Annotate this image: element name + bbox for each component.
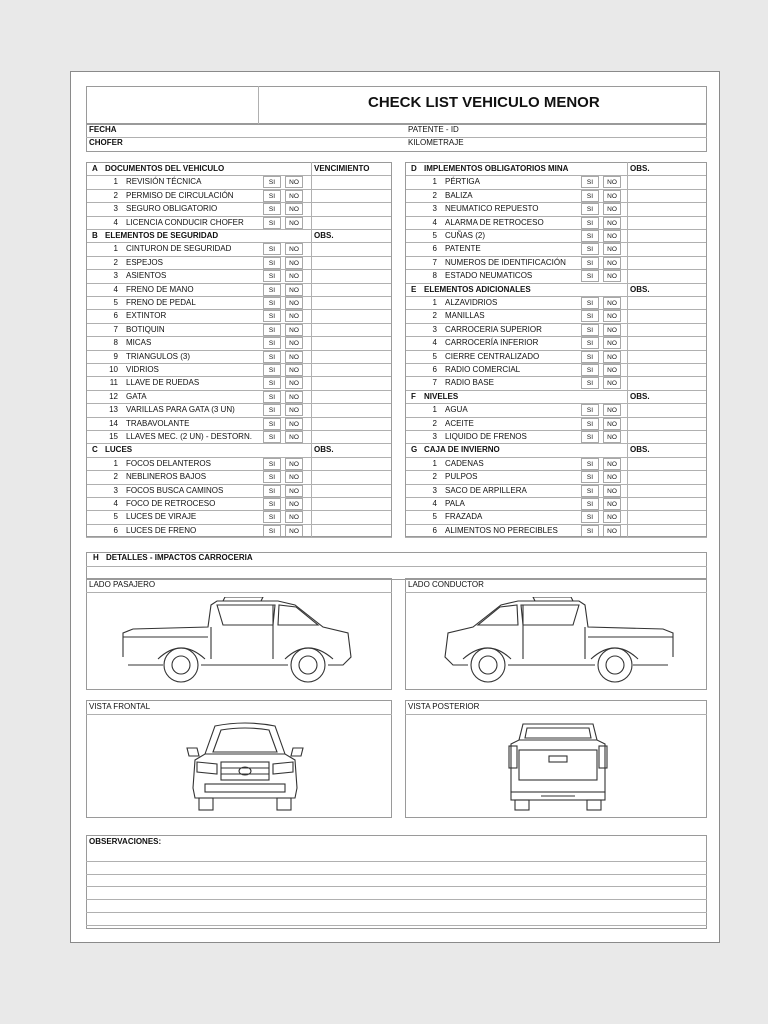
no-checkbox[interactable]: NO	[285, 190, 303, 202]
header-box	[86, 124, 707, 152]
no-checkbox[interactable]: NO	[285, 243, 303, 255]
item-number: 4	[432, 338, 437, 348]
section-f-letter: F	[411, 391, 416, 401]
lado-pasajero-divider	[86, 592, 392, 593]
fecha-label: FECHA	[89, 125, 117, 134]
vista-posterior-label: VISTA POSTERIOR	[408, 702, 480, 711]
si-checkbox[interactable]: SI	[581, 404, 599, 416]
section-f-title: NIVELES	[424, 391, 459, 401]
item-number: 4	[432, 499, 437, 508]
si-checkbox[interactable]: SI	[263, 511, 281, 523]
row-divider	[405, 537, 707, 538]
no-checkbox[interactable]: NO	[603, 351, 621, 363]
section-e-title: ELEMENTOS ADICIONALES	[424, 284, 531, 294]
item-number: 2	[432, 190, 437, 200]
item-label: FRENO DE MANO	[126, 284, 194, 294]
si-checkbox[interactable]: SI	[581, 324, 599, 336]
si-checkbox[interactable]: SI	[263, 203, 281, 215]
item-label: AGUA	[445, 405, 468, 415]
observaciones-line	[86, 886, 707, 887]
no-checkbox[interactable]: NO	[285, 404, 303, 416]
section-c-title: LUCES	[105, 445, 133, 455]
item-number: 4	[113, 217, 118, 227]
no-checkbox[interactable]: NO	[285, 511, 303, 523]
item-number: 1	[113, 244, 118, 254]
item-label: ALARMA DE RETROCESO	[445, 217, 544, 227]
item-label: REVISIÓN TÉCNICA	[126, 177, 202, 187]
item-label: ALZAVIDRIOS	[445, 298, 498, 307]
item-number: 1	[432, 177, 437, 187]
no-checkbox[interactable]: NO	[603, 377, 621, 389]
item-label: LUCES DE VIRAJE	[126, 512, 197, 522]
si-checkbox[interactable]: SI	[581, 176, 599, 188]
item-label: FRAZADA	[445, 512, 483, 522]
section-a-title: DOCUMENTOS DEL VEHICULO	[105, 164, 225, 173]
lado-pasajero-label: LADO PASAJERO	[89, 580, 156, 589]
item-label: PATENTE	[445, 244, 481, 254]
si-checkbox[interactable]: SI	[263, 270, 281, 282]
item-label: LUCES DE FRENO	[126, 525, 197, 535]
si-checkbox[interactable]: SI	[581, 377, 599, 389]
item-label: ACEITE	[445, 418, 474, 428]
no-checkbox[interactable]: NO	[603, 525, 621, 537]
item-number: 7	[432, 257, 437, 267]
no-checkbox[interactable]: NO	[603, 324, 621, 336]
item-label: CINTURON DE SEGURIDAD	[126, 244, 232, 254]
section-a-letter: A	[92, 164, 98, 173]
truck-front-drawing	[183, 718, 308, 814]
si-checkbox[interactable]: SI	[581, 243, 599, 255]
item-label: ESTADO NEUMATICOS	[445, 271, 533, 281]
item-label: LLAVE DE RUEDAS	[126, 378, 200, 388]
no-checkbox[interactable]: NO	[285, 351, 303, 363]
item-label: NUMEROS DE IDENTIFICACIÓN	[445, 257, 566, 267]
item-number: 2	[432, 311, 437, 321]
item-label: RADIO BASE	[445, 378, 494, 388]
section-g-column-header: OBS.	[630, 445, 650, 455]
item-label: CARROCERÍA INFERIOR	[445, 338, 539, 348]
right-obs-divider	[627, 162, 628, 537]
item-label: FRENO DE PEDAL	[126, 298, 196, 307]
item-label: VARILLAS PARA GATA (3 UN)	[126, 405, 235, 415]
no-checkbox[interactable]: NO	[285, 270, 303, 282]
item-label: NEBLINEROS BAJOS	[126, 472, 207, 482]
left-obs-divider	[311, 162, 312, 537]
si-checkbox[interactable]: SI	[581, 458, 599, 470]
si-checkbox[interactable]: SI	[263, 525, 281, 537]
si-checkbox[interactable]: SI	[581, 351, 599, 363]
si-checkbox[interactable]: SI	[581, 230, 599, 242]
item-number: 10	[109, 365, 118, 374]
si-checkbox[interactable]: SI	[263, 176, 281, 188]
no-checkbox[interactable]: NO	[603, 243, 621, 255]
item-number: 6	[113, 311, 118, 321]
si-checkbox[interactable]: SI	[263, 471, 281, 483]
si-checkbox[interactable]: SI	[263, 324, 281, 336]
no-checkbox[interactable]: NO	[285, 297, 303, 309]
page-title: CHECK LIST VEHICULO MENOR	[368, 94, 600, 111]
item-label: NEUMATICO REPUESTO	[445, 204, 539, 214]
item-label: PÉRTIGA	[445, 177, 480, 187]
no-checkbox[interactable]: NO	[603, 230, 621, 242]
si-checkbox[interactable]: SI	[263, 351, 281, 363]
item-label: FOCOS BUSCA CAMINOS	[126, 485, 224, 495]
si-checkbox[interactable]: SI	[581, 471, 599, 483]
vista-frontal-label: VISTA FRONTAL	[89, 702, 151, 711]
no-checkbox[interactable]: NO	[285, 364, 303, 376]
item-label: CADENAS	[445, 458, 484, 468]
no-checkbox[interactable]: NO	[285, 324, 303, 336]
vista-frontal-divider	[86, 714, 392, 715]
no-checkbox[interactable]: NO	[603, 511, 621, 523]
item-number: 11	[109, 378, 118, 388]
si-checkbox[interactable]: SI	[581, 498, 599, 510]
item-number: 1	[113, 458, 118, 468]
left-checklist-border	[86, 162, 392, 537]
item-label: GATA	[126, 391, 147, 401]
item-number: 3	[113, 485, 118, 495]
item-number: 13	[109, 405, 118, 415]
item-label: FOCOS DELANTEROS	[126, 458, 211, 468]
lado-conductor-label: LADO CONDUCTOR	[408, 580, 484, 589]
si-checkbox[interactable]: SI	[263, 364, 281, 376]
section-b-title: ELEMENTOS DE SEGURIDAD	[105, 231, 219, 240]
item-label: PULPOS	[445, 472, 478, 482]
item-number: 3	[432, 324, 437, 334]
item-label: ASIENTOS	[126, 271, 167, 281]
item-label: CIERRE CENTRALIZADO	[445, 351, 540, 361]
item-number: 5	[432, 512, 437, 522]
si-checkbox[interactable]: SI	[581, 217, 599, 229]
item-number: 6	[113, 525, 118, 535]
no-checkbox[interactable]: NO	[285, 337, 303, 349]
no-checkbox[interactable]: NO	[603, 364, 621, 376]
row-divider	[86, 537, 392, 538]
si-checkbox[interactable]: SI	[581, 257, 599, 269]
no-checkbox[interactable]: NO	[285, 525, 303, 537]
item-number: 5	[432, 351, 437, 361]
item-number: 6	[432, 244, 437, 254]
no-checkbox[interactable]: NO	[285, 203, 303, 215]
section-d-letter: D	[411, 164, 417, 173]
si-checkbox[interactable]: SI	[581, 511, 599, 523]
si-checkbox[interactable]: SI	[263, 257, 281, 269]
item-label: CUÑAS (2)	[445, 231, 486, 240]
si-checkbox[interactable]: SI	[581, 485, 599, 497]
observaciones-line	[86, 925, 707, 926]
item-number: 6	[432, 525, 437, 535]
item-label: LLAVES MEC. (2 UN) - DESTORN.	[126, 432, 252, 441]
item-number: 3	[432, 204, 437, 214]
no-checkbox[interactable]: NO	[603, 257, 621, 269]
item-label: BALIZA	[445, 190, 473, 200]
no-checkbox[interactable]: NO	[603, 431, 621, 443]
observaciones-box	[86, 835, 707, 929]
patente-label: PATENTE - ID	[408, 125, 459, 134]
si-checkbox[interactable]: SI	[263, 391, 281, 403]
section-e-letter: E	[411, 284, 417, 294]
si-checkbox[interactable]: SI	[581, 203, 599, 215]
item-number: 6	[432, 365, 437, 374]
item-number: 4	[113, 499, 118, 508]
si-checkbox[interactable]: SI	[263, 190, 281, 202]
no-checkbox[interactable]: NO	[603, 203, 621, 215]
no-checkbox[interactable]: NO	[603, 176, 621, 188]
item-number: 2	[432, 418, 437, 428]
section-d-column-header: OBS.	[630, 164, 650, 173]
no-checkbox[interactable]: NO	[285, 431, 303, 443]
si-checkbox[interactable]: SI	[263, 297, 281, 309]
item-label: ESPEJOS	[126, 257, 163, 267]
section-b-column-header: OBS.	[314, 231, 334, 240]
right-checklist-border	[405, 162, 707, 537]
item-number: 4	[432, 217, 437, 227]
item-number: 2	[113, 190, 118, 200]
item-label: ALIMENTOS NO PERECIBLES	[445, 525, 558, 535]
item-number: 5	[113, 298, 118, 307]
section-g-letter: G	[411, 445, 418, 455]
no-checkbox[interactable]: NO	[285, 176, 303, 188]
si-checkbox[interactable]: SI	[263, 404, 281, 416]
si-checkbox[interactable]: SI	[581, 525, 599, 537]
item-number: 3	[432, 432, 437, 441]
item-label: LIQUIDO DE FRENOS	[445, 432, 527, 441]
item-number: 15	[109, 432, 118, 441]
truck-side-passenger-drawing	[113, 597, 363, 687]
si-checkbox[interactable]: SI	[263, 217, 281, 229]
si-checkbox[interactable]: SI	[263, 377, 281, 389]
section-a-column-header: VENCIMIENTO	[314, 164, 370, 173]
item-number: 5	[432, 231, 437, 240]
item-number: 2	[432, 472, 437, 482]
item-label: FOCO DE RETROCESO	[126, 499, 216, 508]
header-row-divider	[86, 137, 707, 138]
si-checkbox[interactable]: SI	[581, 364, 599, 376]
si-checkbox[interactable]: SI	[263, 431, 281, 443]
truck-side-driver-drawing	[433, 597, 683, 687]
section-h-title: DETALLES - IMPACTOS CARROCERIA	[106, 553, 253, 562]
chofer-label: CHOFER	[89, 138, 123, 147]
lado-conductor-divider	[405, 592, 707, 593]
observaciones-line	[86, 861, 707, 862]
item-number: 5	[113, 512, 118, 522]
item-number: 12	[109, 391, 118, 401]
si-checkbox[interactable]: SI	[581, 431, 599, 443]
no-checkbox[interactable]: NO	[603, 270, 621, 282]
kilometraje-label: KILOMETRAJE	[408, 138, 464, 147]
no-checkbox[interactable]: NO	[285, 310, 303, 322]
no-checkbox[interactable]: NO	[603, 190, 621, 202]
no-checkbox[interactable]: NO	[603, 310, 621, 322]
no-checkbox[interactable]: NO	[285, 217, 303, 229]
no-checkbox[interactable]: NO	[285, 498, 303, 510]
no-checkbox[interactable]: NO	[603, 485, 621, 497]
item-number: 3	[113, 204, 118, 214]
item-number: 1	[432, 458, 437, 468]
item-number: 8	[432, 271, 437, 281]
item-label: PALA	[445, 499, 465, 508]
item-label: RADIO COMERCIAL	[445, 365, 521, 374]
title-divider	[258, 86, 259, 124]
si-checkbox[interactable]: SI	[263, 458, 281, 470]
item-number: 1	[113, 177, 118, 187]
no-checkbox[interactable]: NO	[285, 485, 303, 497]
si-checkbox[interactable]: SI	[581, 418, 599, 430]
item-number: 4	[113, 284, 118, 294]
no-checkbox[interactable]: NO	[285, 471, 303, 483]
si-checkbox[interactable]: SI	[263, 310, 281, 322]
item-number: 7	[113, 324, 118, 334]
si-checkbox[interactable]: SI	[581, 337, 599, 349]
item-label: SACO DE ARPILLERA	[445, 485, 527, 495]
si-checkbox[interactable]: SI	[581, 190, 599, 202]
observaciones-label: OBSERVACIONES:	[89, 837, 162, 846]
section-h-divider	[86, 566, 707, 567]
item-label: MANILLAS	[445, 311, 485, 321]
no-checkbox[interactable]: NO	[603, 498, 621, 510]
item-label: EXTINTOR	[126, 311, 167, 321]
item-label: BOTIQUIN	[126, 324, 165, 334]
no-checkbox[interactable]: NO	[285, 458, 303, 470]
no-checkbox[interactable]: NO	[603, 471, 621, 483]
vista-posterior-divider	[405, 714, 707, 715]
no-checkbox[interactable]: NO	[285, 418, 303, 430]
item-number: 8	[113, 338, 118, 348]
no-checkbox[interactable]: NO	[603, 458, 621, 470]
no-checkbox[interactable]: NO	[285, 284, 303, 296]
section-b-letter: B	[92, 231, 98, 240]
section-c-letter: C	[92, 445, 98, 455]
observaciones-line	[86, 899, 707, 900]
si-checkbox[interactable]: SI	[263, 284, 281, 296]
no-checkbox[interactable]: NO	[603, 418, 621, 430]
item-number: 9	[113, 351, 118, 361]
section-d-title: IMPLEMENTOS OBLIGATORIOS MINA	[424, 164, 569, 173]
item-label: SEGURO OBLIGATORIO	[126, 204, 218, 214]
section-h-letter: H	[93, 553, 99, 562]
item-number: 3	[113, 271, 118, 281]
no-checkbox[interactable]: NO	[285, 391, 303, 403]
section-g-title: CAJA DE INVIERNO	[424, 445, 500, 455]
si-checkbox[interactable]: SI	[263, 485, 281, 497]
section-c-column-header: OBS.	[314, 445, 334, 455]
no-checkbox[interactable]: NO	[285, 377, 303, 389]
item-number: 1	[432, 298, 437, 307]
no-checkbox[interactable]: NO	[603, 337, 621, 349]
truck-rear-drawing	[501, 718, 616, 814]
observaciones-line	[86, 912, 707, 913]
si-checkbox[interactable]: SI	[581, 270, 599, 282]
item-label: LICENCIA CONDUCIR CHOFER	[126, 217, 244, 227]
item-label: TRABAVOLANTE	[126, 418, 190, 428]
observaciones-line	[86, 874, 707, 875]
no-checkbox[interactable]: NO	[603, 297, 621, 309]
item-number: 2	[113, 257, 118, 267]
item-label: TRIANGULOS (3)	[126, 351, 191, 361]
checklist-sheet	[70, 71, 720, 943]
item-label: CARROCERIA SUPERIOR	[445, 324, 542, 334]
item-number: 2	[113, 472, 118, 482]
item-number: 3	[432, 485, 437, 495]
si-checkbox[interactable]: SI	[581, 297, 599, 309]
si-checkbox[interactable]: SI	[263, 243, 281, 255]
si-checkbox[interactable]: SI	[263, 498, 281, 510]
si-checkbox[interactable]: SI	[263, 337, 281, 349]
si-checkbox[interactable]: SI	[581, 310, 599, 322]
item-label: MICAS	[126, 338, 152, 348]
item-number: 7	[432, 378, 437, 388]
si-checkbox[interactable]: SI	[263, 418, 281, 430]
no-checkbox[interactable]: NO	[603, 217, 621, 229]
no-checkbox[interactable]: NO	[285, 257, 303, 269]
item-label: PERMISO DE CIRCULACIÓN	[126, 190, 234, 200]
section-f-column-header: OBS.	[630, 391, 650, 401]
item-label: VIDRIOS	[126, 365, 159, 374]
no-checkbox[interactable]: NO	[603, 404, 621, 416]
item-number: 14	[109, 418, 118, 428]
item-number: 1	[432, 405, 437, 415]
section-e-column-header: OBS.	[630, 284, 650, 294]
